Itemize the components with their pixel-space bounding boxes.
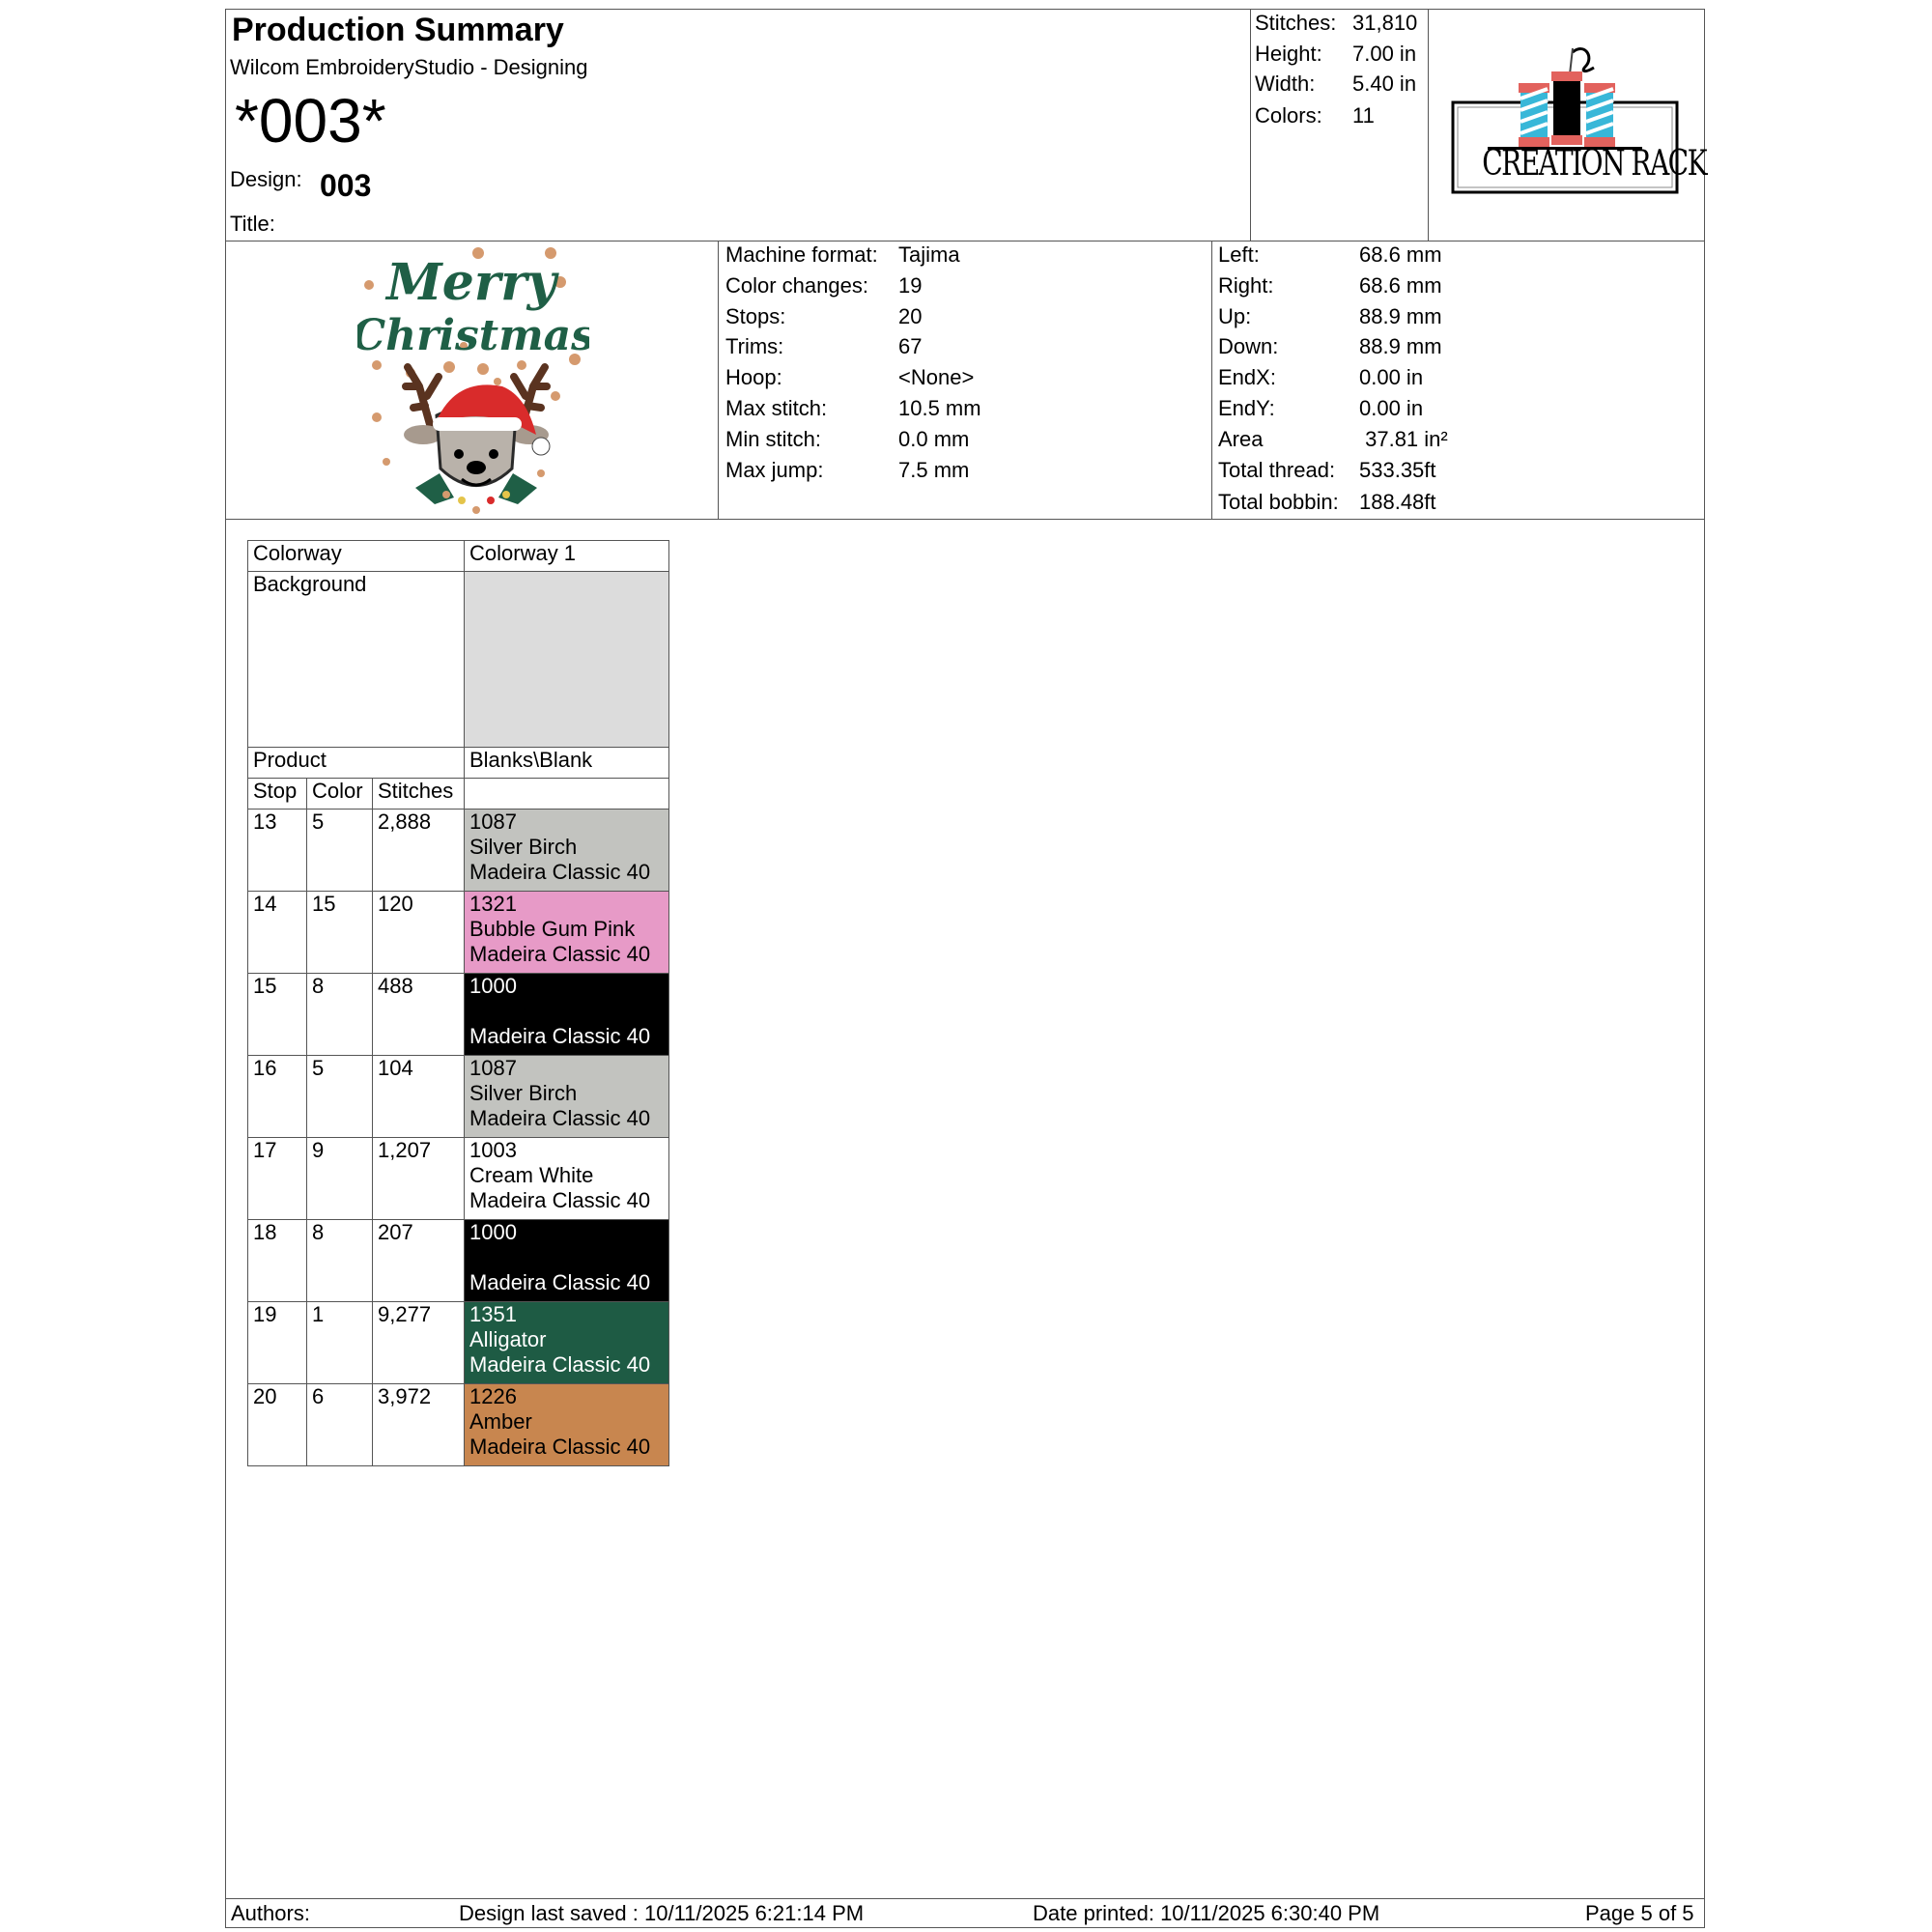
table-row (248, 748, 669, 779)
thread-row (248, 1220, 669, 1302)
thread-code: 1000 (469, 974, 517, 998)
stop-cell: 20 (248, 1384, 307, 1466)
col-color-header: Color (307, 779, 373, 810)
thread-brand: Madeira Classic 40 (469, 1188, 651, 1212)
reindeer-design-image (357, 242, 589, 517)
thread-brand: Madeira Classic 40 (469, 1106, 651, 1130)
color-cell: 9 (307, 1138, 373, 1220)
thread-swatch (465, 1384, 669, 1466)
dim-value: 533.35ft (1359, 458, 1436, 482)
thread-name: Bubble Gum Pink (469, 917, 636, 941)
dim-value: 0.00 in (1359, 396, 1424, 420)
footer-authors: Authors: (231, 1901, 310, 1925)
thread-code: 1321 (469, 892, 517, 916)
dim-label: Up: (1218, 304, 1252, 328)
info-value: 7.5 mm (898, 458, 970, 482)
color-cell: 1 (307, 1302, 373, 1384)
info-value: 19 (898, 273, 923, 298)
color-cell: 8 (307, 1220, 373, 1302)
stitches-cell: 3,972 (373, 1384, 465, 1466)
thread-swatch (465, 1056, 669, 1138)
col-thread-header (465, 779, 669, 810)
stitches-cell: 207 (373, 1220, 465, 1302)
color-cell: 8 (307, 974, 373, 1056)
dim-label: Total thread: (1218, 458, 1336, 482)
dim-label: Left: (1218, 242, 1260, 267)
preview-line1: Merry (386, 253, 556, 312)
thread-code: 1087 (469, 1056, 517, 1080)
table-header-row (248, 779, 669, 810)
dim-label: Area (1218, 427, 1264, 451)
thread-code: 1003 (469, 1138, 517, 1162)
dim-value: 68.6 mm (1359, 242, 1442, 267)
thread-name: Alligator (469, 1327, 547, 1351)
thread-code: 1000 (469, 1220, 517, 1244)
info-value: 20 (898, 304, 923, 328)
stop-cell: 14 (248, 892, 307, 974)
design-preview (357, 242, 589, 517)
thread-row (248, 974, 669, 1056)
info-label: Stops: (725, 304, 786, 328)
color-cell: 5 (307, 1056, 373, 1138)
product-label: Product (248, 748, 465, 779)
page-title: Production Summary (232, 12, 564, 48)
thread-brand: Madeira Classic 40 (469, 1024, 651, 1048)
thread-row (248, 810, 669, 892)
thread-row (248, 1384, 669, 1466)
stat-label: Height: (1255, 42, 1322, 66)
stat-value: 7.00 in (1352, 42, 1417, 66)
stat-value: 5.40 in (1352, 71, 1417, 96)
dim-label: Total bobbin: (1218, 490, 1339, 514)
thread-brand: Madeira Classic 40 (469, 860, 651, 884)
thread-code: 1351 (469, 1302, 517, 1326)
stop-cell: 18 (248, 1220, 307, 1302)
info-label: Hoop: (725, 365, 782, 389)
thread-swatch (465, 810, 669, 892)
logo-text: CREATION RACK (1482, 144, 1707, 184)
stitches-cell: 120 (373, 892, 465, 974)
col-stop-header: Stop (248, 779, 307, 810)
info-label: Machine format: (725, 242, 878, 267)
info-value: 10.5 mm (898, 396, 981, 420)
design-label: Design: (230, 167, 302, 191)
stat-value: 11 (1352, 103, 1375, 128)
info-value: 0.0 mm (898, 427, 970, 451)
thread-swatch (465, 1302, 669, 1384)
footer-divider (225, 1898, 1705, 1899)
dim-value: 0.00 in (1359, 365, 1424, 389)
software-name: Wilcom EmbroideryStudio - Designing (230, 55, 588, 79)
thread-name (469, 1245, 664, 1270)
thread-row (248, 892, 669, 974)
thread-swatch (465, 1220, 669, 1302)
stop-cell: 16 (248, 1056, 307, 1138)
thread-name: Silver Birch (469, 835, 578, 859)
footer-date-printed: Date printed: 10/11/2025 6:30:40 PM (1033, 1901, 1380, 1925)
thread-brand: Madeira Classic 40 (469, 1270, 651, 1294)
stitches-cell: 2,888 (373, 810, 465, 892)
preview-divider (718, 241, 719, 519)
thread-name: Silver Birch (469, 1081, 578, 1105)
thread-rows (248, 810, 669, 1466)
stitches-cell: 488 (373, 974, 465, 1056)
table-row (248, 572, 669, 748)
stitches-cell: 9,277 (373, 1302, 465, 1384)
thread-row (248, 1056, 669, 1138)
design-value: 003 (320, 168, 372, 203)
colorway-label: Colorway (248, 541, 465, 572)
thread-row (248, 1302, 669, 1384)
thread-name (469, 999, 664, 1024)
info-value: 67 (898, 334, 923, 358)
dim-value: 88.9 mm (1359, 304, 1442, 328)
product-value: Blanks\Blank (465, 748, 669, 779)
thread-swatch (465, 974, 669, 1056)
colorway-table (247, 540, 669, 1466)
color-cell: 6 (307, 1384, 373, 1466)
stitches-cell: 1,207 (373, 1138, 465, 1220)
title-label: Title: (230, 212, 275, 236)
thread-name: Cream White (469, 1163, 594, 1187)
dim-value: 68.6 mm (1359, 273, 1442, 298)
thread-name: Amber (469, 1409, 532, 1434)
preview-line2: Christmas (357, 311, 589, 360)
stat-label: Colors: (1255, 103, 1322, 128)
info-label: Trims: (725, 334, 784, 358)
dim-label: Right: (1218, 273, 1274, 298)
col-stitches-header: Stitches (373, 779, 465, 810)
thread-code: 1087 (469, 810, 517, 834)
footer-last-saved: Design last saved : 10/11/2025 6:21:14 PM (459, 1901, 865, 1925)
colorway-value: Colorway 1 (465, 541, 669, 572)
dim-label: EndX: (1218, 365, 1276, 389)
color-cell: 15 (307, 892, 373, 974)
thread-swatch (465, 1138, 669, 1220)
thread-code: 1226 (469, 1384, 517, 1408)
design-name-big: *003* (235, 86, 386, 156)
dim-value: 188.48ft (1359, 490, 1436, 514)
stat-label: Stitches: (1255, 11, 1337, 35)
info-value: <None> (898, 365, 975, 389)
background-label: Background (248, 572, 465, 748)
footer-page-number: Page 5 of 5 (1585, 1901, 1694, 1925)
stop-cell: 19 (248, 1302, 307, 1384)
info-label: Min stitch: (725, 427, 822, 451)
info-label: Max jump: (725, 458, 824, 482)
thread-brand: Madeira Classic 40 (469, 942, 651, 966)
dim-label: Down: (1218, 334, 1279, 358)
info-label: Max stitch: (725, 396, 828, 420)
dim-label: EndY: (1218, 396, 1275, 420)
stat-value: 31,810 (1352, 11, 1418, 35)
stop-cell: 15 (248, 974, 307, 1056)
stitches-cell: 104 (373, 1056, 465, 1138)
color-cell: 5 (307, 810, 373, 892)
thread-row (248, 1138, 669, 1220)
dims-divider (1211, 241, 1212, 519)
thread-swatch (465, 892, 669, 974)
stop-cell: 17 (248, 1138, 307, 1220)
thread-brand: Madeira Classic 40 (469, 1435, 651, 1459)
stop-cell: 13 (248, 810, 307, 892)
info-value: Tajima (898, 242, 960, 267)
table-row (248, 541, 669, 572)
dim-value: 88.9 mm (1359, 334, 1442, 358)
stats-divider (1250, 9, 1251, 241)
creation-rack-logo (1449, 39, 1707, 198)
thread-brand: Madeira Classic 40 (469, 1352, 651, 1377)
info-label: Color changes: (725, 273, 868, 298)
stat-label: Width: (1255, 71, 1316, 96)
dim-value: 37.81 in² (1359, 427, 1448, 451)
info-divider (225, 519, 1705, 520)
logo-divider (1428, 9, 1429, 241)
background-swatch (465, 572, 669, 748)
